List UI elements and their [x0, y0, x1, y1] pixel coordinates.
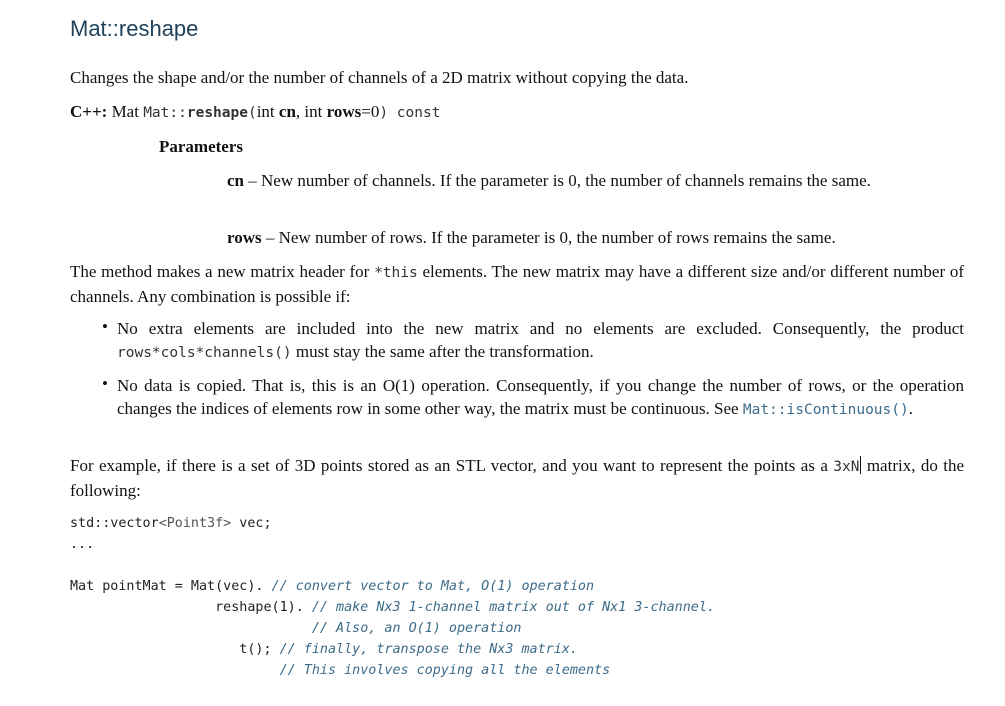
signature-p1-name: cn — [278, 102, 296, 121]
signature-close: ) const — [379, 105, 441, 121]
code-line-1: std::vector<Point3f> vec; — [70, 516, 272, 531]
param-rows-name: rows — [227, 228, 262, 247]
code-line-7: t(); // finally, transpose the Nx3 matrix. — [70, 642, 578, 657]
param-cn-text: – New number of channels. If the parameter is 0, the number of channels remains the same. — [244, 171, 871, 190]
bullet-item — [117, 374, 964, 422]
example-text-post: matrix, do the following: — [70, 456, 964, 500]
page-title: Mat::reshape — [70, 16, 199, 41]
signature-method: reshape — [186, 105, 248, 121]
param-cn-name: cn — [227, 171, 244, 190]
signature-open-paren: ( — [247, 105, 257, 121]
signature-return-type: Mat — [111, 102, 139, 121]
bullet-marker: • — [102, 374, 108, 393]
signature-p2-name: rows — [326, 102, 362, 121]
method-text-pre: The method makes a new matrix header for — [70, 262, 375, 281]
code-line-6: // Also, an O(1) operation — [70, 621, 522, 636]
bullet-text-pre: No extra elements are included into the new matrix and no elements are excluded. Consequently, the product — [117, 319, 964, 338]
bullet-text-post: must stay the same after the transformation. — [291, 342, 594, 361]
signature-p1-type: int — [256, 102, 279, 121]
example-code: 3xN — [833, 459, 860, 475]
param-rows-text: – New number of rows. If the parameter is 0, the number of rows remains the same. — [261, 228, 836, 247]
code-line-8: // This involves copying all the elements — [70, 663, 611, 678]
code-line-2: ... — [70, 537, 95, 552]
code-example — [70, 513, 715, 681]
signature-lang: C++: — [70, 102, 108, 121]
code-line-5: reshape(1). // make Nx3 1-channel matrix out of Nx1 3-channel. — [70, 600, 715, 615]
bullet-text-post: . — [908, 399, 913, 418]
example-text-pre: For example, if there is a set of 3D points stored as an STL vector, and you want to represent the points as a — [70, 456, 834, 475]
bullet-item — [117, 317, 964, 365]
bullet-text-pre: No data is copied. That is, this is an O(1) operation. Consequently, if you change the number of rows, or the operation changes the indices of elements row in some other way, the matrix must be continuous. See — [117, 376, 964, 418]
param-cn — [227, 169, 922, 192]
signature-p2-default: =0 — [361, 102, 380, 121]
function-signature — [70, 100, 440, 125]
code-line-4: Mat pointMat = Mat(vec). // convert vector to Mat, O(1) operation — [70, 579, 595, 594]
description: Changes the shape and/or the number of channels of a 2D matrix without copying the data. — [70, 68, 689, 87]
signature-class-prefix: Mat:: — [143, 105, 187, 121]
signature-sep: , — [295, 102, 305, 121]
parameters-heading: Parameters — [159, 137, 244, 156]
signature-p2-type: int — [304, 102, 327, 121]
method-description — [70, 260, 964, 308]
bullet-code: rows*cols*channels() — [117, 345, 292, 361]
method-text-post: elements. The new matrix may have a different size and/or different number of channels. Any combination is possible if: — [70, 262, 964, 306]
method-code: *this — [374, 265, 418, 281]
bullet-marker: • — [102, 317, 108, 336]
example-description — [70, 454, 964, 502]
param-rows — [227, 226, 836, 249]
is-continuous-link[interactable]: Mat::isContinuous() — [742, 402, 909, 418]
